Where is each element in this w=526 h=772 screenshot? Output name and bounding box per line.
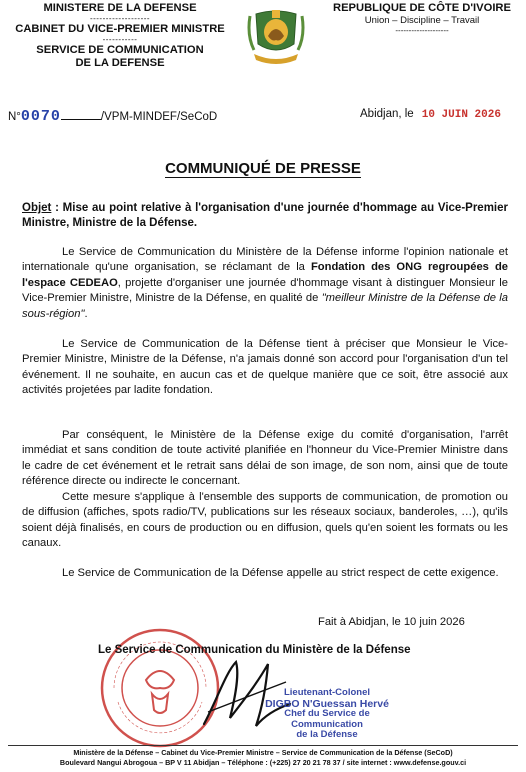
signatory-role: de la Défense	[296, 729, 358, 740]
republic-header	[318, 2, 526, 35]
date-place: Abidjan, le	[360, 108, 414, 120]
reference-handwritten-number: 0070	[20, 108, 61, 125]
reference-prefix: N°	[8, 111, 21, 123]
paragraph-4: Cette mesure s'applique à l'ensemble des supports de communication, de promotion ou de diffusion (affiches, spots radio/TV, publications sur les réseaux sociaux, banderoles, …), qu'ils soient déjà finalisés, en cours de production ou en diffusion, quels qu'en soient les formats ou les canaux.	[22, 491, 508, 550]
ministry-header	[0, 2, 240, 70]
paragraph-3: Par conséquent, le Ministère de la Défense exige du comité d'organisation, l'arrêt immédiat et sans condition de toute activité planifiée en l'honneur du Vice-Premier Ministre dans le cadre de cet événement et le retrait sans délai de son image, de son nom, ainsi que de toute référence directe ou indirecte le concernant.	[22, 429, 508, 488]
reference-blank-line	[61, 119, 101, 120]
signoff-line: Le Service de Communication du Ministère de la Défense	[98, 644, 411, 656]
paragraph-1: Le Service de Communication du Ministère de la Défense informe l'opinion nationale et internationale qu'une organisation, se réclamant de la Fondation des ONG regroupées de l'espace CEDEAO, projette d'organiser une journée d'hommage visant à distinguer Monsieur le Vice-Premier Ministre, Ministre de la Défense, en qualité de "meilleur Ministre de la Défense de la sous-région".	[22, 246, 508, 320]
footer-line-2: Boulevard Nangui Abrogoua – BP V 11 Abidjan – Téléphone : (+225) 27 20 21 78 37 / site internet : www.defense.gouv.ci	[59, 758, 467, 767]
signatory-block	[262, 688, 392, 741]
place-and-date: Fait à Abidjan, le 10 juin 2026	[318, 616, 465, 628]
subject-line	[22, 201, 508, 231]
footer-line-1: Ministère de la Défense – Cabinet du Vice-Premier Ministre – Service de Communication de la Défense (SeCoD)	[73, 748, 453, 757]
organisation-name: Fondation des ONG regroupées de l'espace CEDEAO	[22, 261, 508, 289]
reference-suffix: /VPM-MINDEF/SeCoD	[100, 111, 218, 123]
quoted-title: "meilleur Ministre de la Défense de la sous-région"	[22, 292, 508, 320]
ministry-name: MINISTERE DE LA DEFENSE	[43, 2, 197, 14]
service-name-line1: SERVICE DE COMMUNICATION	[36, 44, 204, 56]
signatory-rank: Lieutenant-Colonel	[283, 687, 371, 698]
header-divider: --------------------	[395, 26, 449, 35]
header-divider: -----------	[102, 35, 138, 44]
signatory-role: Chef du Service de Communication	[284, 708, 370, 730]
paragraph-5: Le Service de Communication de la Défense appelle au strict respect de cette exigence.	[62, 567, 499, 579]
date-line	[360, 108, 501, 121]
header-divider: -------------------	[89, 14, 151, 23]
cabinet-name: CABINET DU VICE-PREMIER MINISTRE	[15, 23, 225, 35]
subject-text: : Mise au point relative à l'organisation d'une journée d'hommage au Vice-Premier Ministre, Ministre de la Défense.	[22, 202, 508, 229]
national-motto: Union – Discipline – Travail	[364, 15, 480, 26]
paragraph-2: Le Service de Communication de la Défense tient à préciser que Monsieur le Vice-Premier Ministre, Ministre de la Défense, n'a jamais donné son accord pour l'organisation d'un tel événement. Il ne souhaite, en aucun cas et de quelque manière que ce soit, être associé aux activités projetées par ladite fondation.	[22, 338, 508, 397]
reference-number	[8, 108, 217, 125]
subject-label: Objet	[22, 202, 52, 214]
document-title: COMMUNIQUÉ DE PRESSE	[165, 160, 361, 177]
date-stamp: 10 JUIN 2026	[421, 109, 501, 121]
footer-divider	[8, 745, 518, 746]
coat-of-arms-emblem	[246, 6, 306, 68]
country-name: REPUBLIQUE DE CÔTE D'IVOIRE	[333, 2, 511, 14]
service-name-line2: DE LA DEFENSE	[75, 57, 165, 69]
signatory-name: DIGBO N'Guessan Hervé	[265, 697, 389, 710]
